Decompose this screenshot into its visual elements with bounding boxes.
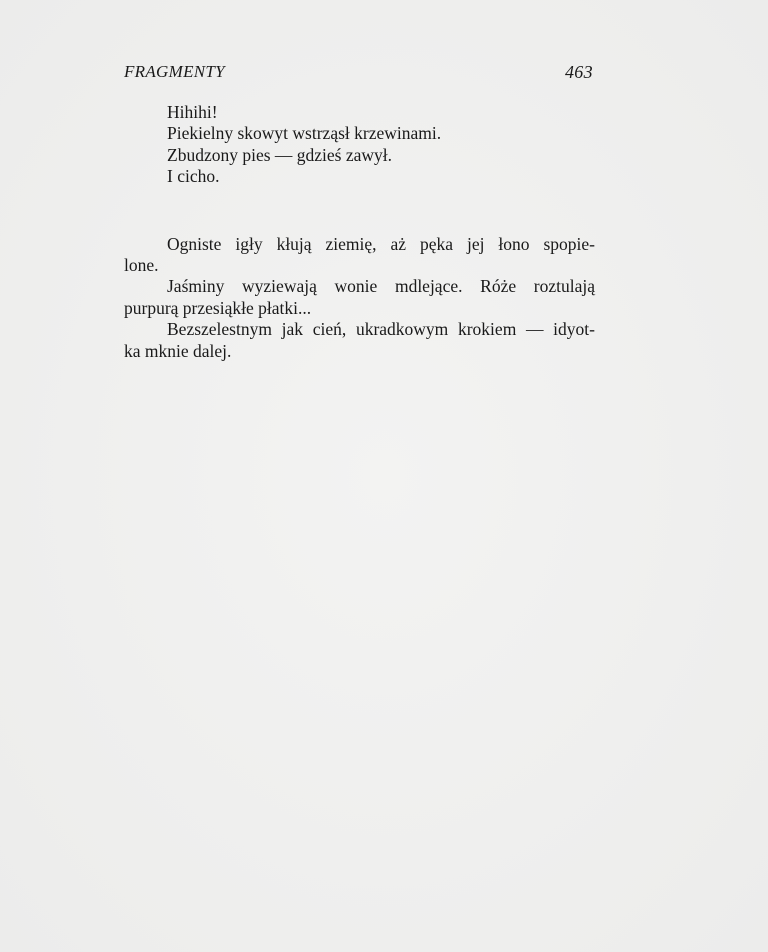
paragraph-line: Ogniste igły kłują ziemię, aż pęka jej łono spopie-	[167, 234, 595, 254]
verse-line: I cicho.	[167, 166, 220, 186]
verse-line: Piekielny skowyt wstrząsł krzewinami.	[167, 123, 442, 143]
page-number: 463	[565, 62, 593, 82]
paragraph-line: lone.	[124, 255, 159, 275]
running-header-title: FRAGMENTY	[124, 62, 225, 81]
paragraph-line: ka mknie dalej.	[124, 341, 232, 361]
paragraph-line: Bezszelestnym jak cień, ukradkowym krokiem — idyot-	[167, 319, 595, 339]
paragraph-line: purpurą przesiąkłe płatki...	[124, 298, 312, 318]
verse-line: Zbudzony pies — gdzieś zawył.	[167, 145, 393, 165]
paragraph-line: Jaśminy wyziewają wonie mdlejące. Róże roztulają	[167, 276, 595, 296]
verse-line: Hihihi!	[167, 102, 218, 122]
